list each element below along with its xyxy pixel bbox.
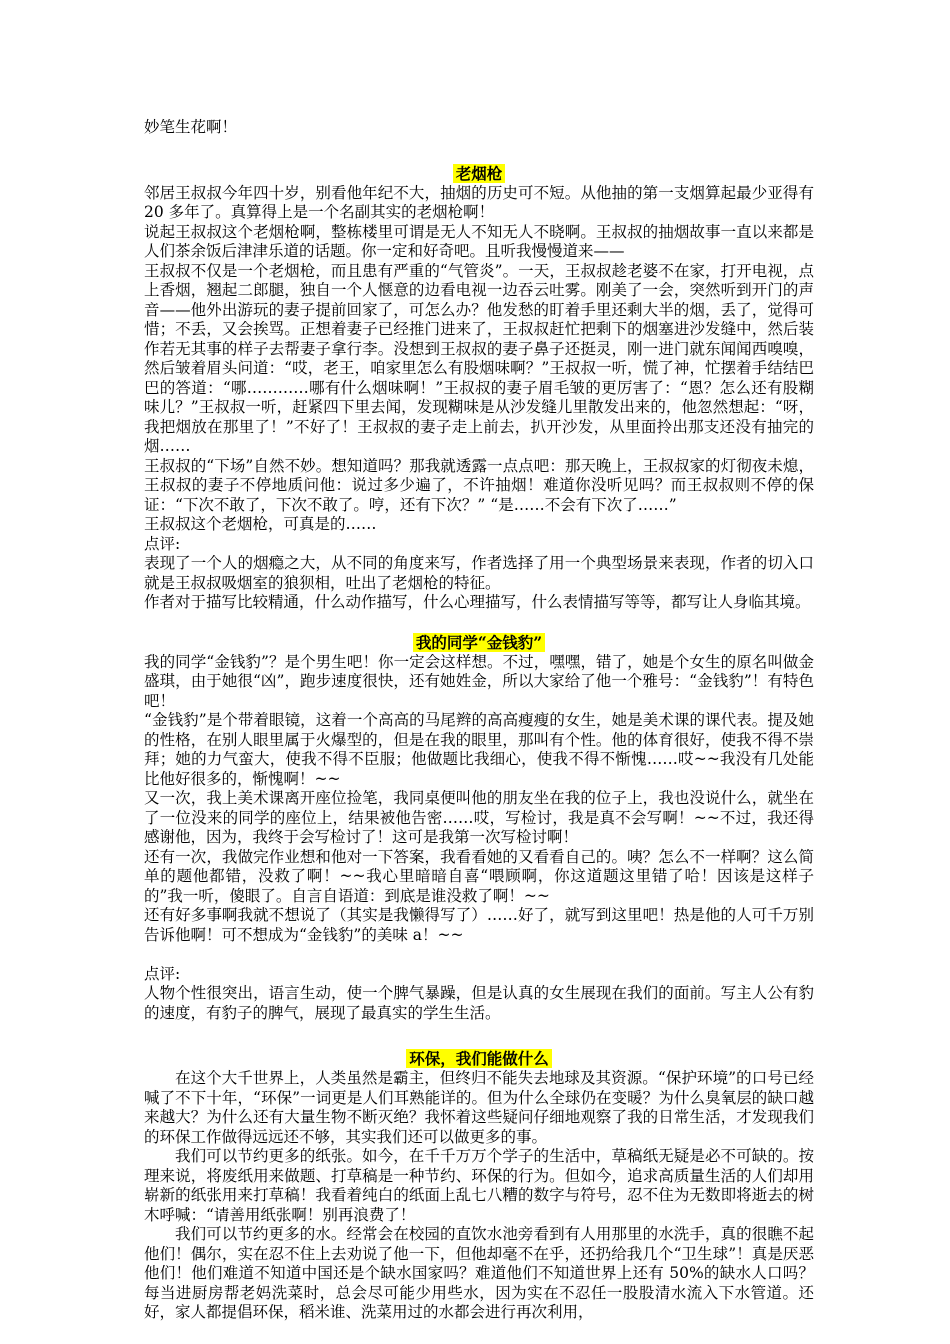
- blank-line: [144, 945, 814, 965]
- paragraph: 我们可以节约更多的水。经常会在校园的直饮水池旁看到有人用那里的水洗手，真的很瞧不起他们！偶尔，实在忍不住上去劝说了他一下，但他却毫不在乎，还扔给我几个“卫生球”！真是厌恶他们！他们难道不知道中国还是个缺水国家吗？难道他们不知道世界上还有 50%的缺水人口吗？每当进厨房帮老妈洗菜时，总会尽可能少用些水，因为实在不忍任一股股清水流入下水管道。还好，家人都提倡环保，稻米谁、洗菜用过的水都会进行再次利用，: [144, 1225, 814, 1321]
- paragraph: 王叔叔的“下场”自然不妙。想知道吗？那我就透露一点点吧：那天晚上，王叔叔家的灯彻夜未熄，王叔叔的妻子不停地质问他：说过多少遍了，不许抽烟！难道你没听见吗？而王叔叔则不停的保证：“下次不敢了，下次不敢了。哼，还有下次？” “是……不会有下次了……”: [144, 456, 814, 514]
- paragraph: 还有好多事啊我就不想说了（其实是我懒得写了）……好了，就写到这里吧！热是他的人可千万别告诉他啊！可不想成为“金钱豹”的美味 a！~~: [144, 906, 814, 944]
- article-title-wrap: [144, 1049, 814, 1069]
- paragraph: 我的同学“金钱豹”？是个男生吧！你一定会这样想。不过，嘿嘿，错了，她是个女生的原名叫做金盛琪，由于她很“凶”，跑步速度很快，还有她姓金，所以大家给了他一个雅号：“金钱豹”！有特色吧！: [144, 652, 814, 710]
- article-title-wrap: [144, 633, 814, 653]
- paragraph: 我们可以节约更多的纸张。如今，在千千万万个学子的生活中，草稿纸无疑是必不可缺的。按理来说，将废纸用来做题、打草稿是一种节约、环保的行为。但如今，追求高质量生活的人们却用崭新的纸张用来打草稿！我看着纯白的纸面上乱七八糟的数字与符号，忍不住为无数即将逝去的树木呼喊：“请善用纸张啊！别再浪费了！: [144, 1147, 814, 1224]
- paragraph: 王叔叔这个老烟枪，可真是的……: [144, 515, 377, 533]
- intro-text: 妙笔生花啊！: [144, 118, 238, 136]
- paragraph: 还有一次，我做完作业想和他对一下答案，我看看她的又看看自己的。咦？怎么不一样啊？这么简单的题他都错，没救了啊！~~我心里暗暗自喜“喂顾啊，你这道题这里错了哈！因该是这样子的”我一听，傻眼了。自言自语道：到底是谁没救了啊！~~: [144, 847, 814, 905]
- comment-text: 表现了一个人的烟瘾之大，从不同的角度来写，作者选择了用一个典型场景来表现，作者的切入口就是王叔叔吸烟室的狼狈相，吐出了老烟枪的特征。: [144, 554, 814, 592]
- paragraph: “金钱豹”是个带着眼镜，这着一个高高的马尾辫的高高瘦瘦的女生，她是美术课的课代表。提及她的性格，在别人眼里属于火爆型的，但是在我的眼里，那叫有个性。他的体育很好，使我不得不崇拜；她的力气蛮大，使我不得不臣服；他做题比我细心，使我不得不惭愧……哎~~我没有几处能比他好很多的，惭愧啊！~~: [144, 711, 814, 788]
- comment-label: 点评:: [144, 534, 181, 553]
- comment-label: 点评:: [144, 964, 181, 983]
- paragraph: 邻居王叔叔今年四十岁，别看他年纪不大，抽烟的历史可不短。从他抽的第一支烟算起最少亚得有 20 多年了。真算得上是一个名副其实的老烟枪啊！: [144, 183, 814, 221]
- comment-text: 作者对于描写比较精通，什么动作描写，什么心理描写，什么表情描写等等，都写让人身临其境。: [144, 593, 811, 611]
- document-page: [144, 118, 814, 1323]
- paragraph: 又一次，我上美术课离开座位捡笔，我同桌便叫他的朋友坐在我的位子上，我也没说什么，就坐在了一位没来的同学的座位上，结果被他告密……哎，写检讨，我是真不会写啊！~~不过，我还得感谢他，因为，我终于会写检讨了！这可是我第一次写检讨啊！: [144, 789, 814, 846]
- article-title: 环保，我们能做什么: [406, 1049, 552, 1068]
- article-title: 我的同学“金钱豹”: [413, 633, 545, 652]
- paragraph: 王叔叔不仅是一个老烟枪，而且患有严重的“气管炎”。一天，王叔叔趁老婆不在家，打开电视，点上香烟，翘起二郎腿，独自一个人惬意的边看电视一边吞云吐雾。刚美了一会，突然听到开门的声音——他外出游玩的妻子提前回家了，可怎么办？他发愁的盯着手里还剩大半的烟，丢了，觉得可惜；不丢，又会挨骂。正想着妻子已经推门进来了，王叔叔赶忙把剩下的烟塞进沙发缝中，然后装作若无其事的样子去帮妻子拿行李。没想到王叔叔的妻子鼻子还挺灵，刚一进门就东闻闻西嗅嗅，然后皱着眉头问道：“哎，老王，咱家里怎么有股烟味啊？”王叔叔一听，慌了神，忙摆着手结结巴巴的答道：“哪…………哪有什么烟味啊！”王叔叔的妻子眉毛皱的更厉害了：“恩？怎么还有股糊味儿？”王叔叔一听，赶紧四下里去闻，发现糊味是从沙发缝儿里散发出来的，他忽然想起：“呀，我把烟放在那里了！”不好了！王叔叔的妻子走上前去，扒开沙发，从里面拎出那支还没有抽完的烟……: [144, 261, 814, 455]
- comment-text: 人物个性很突出，语言生动，使一个脾气暴躁，但是认真的女生展现在我们的面前。写主人公有豹的速度，有豹子的脾气，展现了最真实的学生生活。: [144, 984, 814, 1022]
- article-title-wrap: [144, 164, 814, 184]
- paragraph: 说起王叔叔这个老烟枪啊，整栋楼里可谓是无人不知无人不晓啊。王叔叔的抽烟故事一直以来都是人们茶余饭后津津乐道的话题。你一定和好奇吧。且听我慢慢道来——: [144, 222, 814, 260]
- article-title: 老烟枪: [453, 164, 506, 183]
- paragraph: 在这个大千世界上，人类虽然是霸主，但终归不能失去地球及其资源。“保护环境”的口号已经喊了不下十年，“环保”一词更是人们耳熟能详的。但为什么全球仍在变暖？为什么臭氧层的缺口越来越大？为什么还有大量生物不断灭绝？我怀着这些疑问仔细地观察了我的日常生活，才发现我们的环保工作做得远远还不够，其实我们还可以做更多的事。: [144, 1069, 814, 1146]
